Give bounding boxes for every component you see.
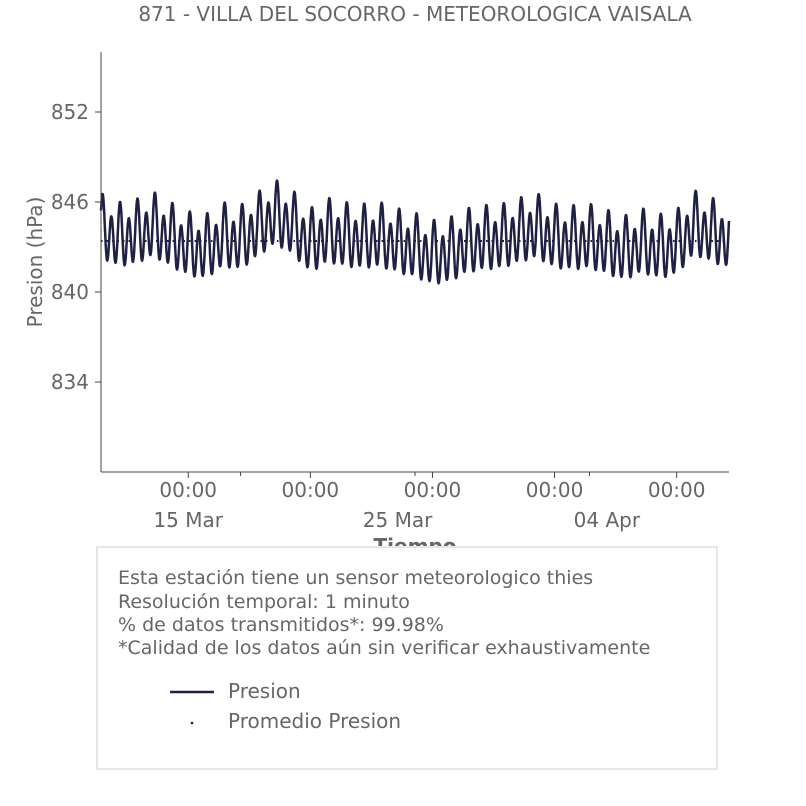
x-tick-label: 00:00	[403, 478, 462, 502]
legend-dot-swatch	[168, 712, 218, 732]
y-tick-label: 846	[50, 190, 89, 214]
series-line-presion	[101, 181, 729, 284]
legend-line-swatch	[168, 682, 218, 702]
x-date-label: 25 Mar	[362, 508, 433, 532]
y-tick-label: 834	[50, 370, 89, 394]
info-box	[96, 546, 718, 770]
y-tick-label: 852	[50, 100, 89, 124]
legend-label-presion: Presion	[228, 679, 301, 703]
info-line-resolution: Resolución temporal: 1 minuto	[118, 591, 410, 613]
y-axis-label: Presion (hPa)	[23, 196, 47, 328]
x-tick-label: 00:00	[281, 478, 340, 502]
x-tick-label: 00:00	[647, 478, 706, 502]
info-line-transmitted: % de datos transmitidos*: 99.98%	[118, 614, 444, 636]
x-axis	[101, 472, 729, 532]
y-tick-label: 840	[50, 280, 89, 304]
info-line-quality: *Calidad de los datos aún sin verificar exhaustivamente	[118, 637, 651, 659]
x-tick-label: 00:00	[159, 478, 218, 502]
legend-label-promedio: Promedio Presion	[228, 709, 402, 733]
plot-area	[101, 181, 729, 284]
info-line-sensor: Esta estación tiene un sensor meteorologico thies	[118, 567, 594, 589]
x-date-label: 04 Apr	[573, 508, 641, 532]
x-tick-label: 00:00	[525, 478, 584, 502]
chart-title: 871 - VILLA DEL SOCORRO - METEOROLOGICA VAISALA	[138, 2, 692, 26]
y-axis	[51, 52, 101, 472]
x-date-label: 15 Mar	[153, 508, 223, 532]
